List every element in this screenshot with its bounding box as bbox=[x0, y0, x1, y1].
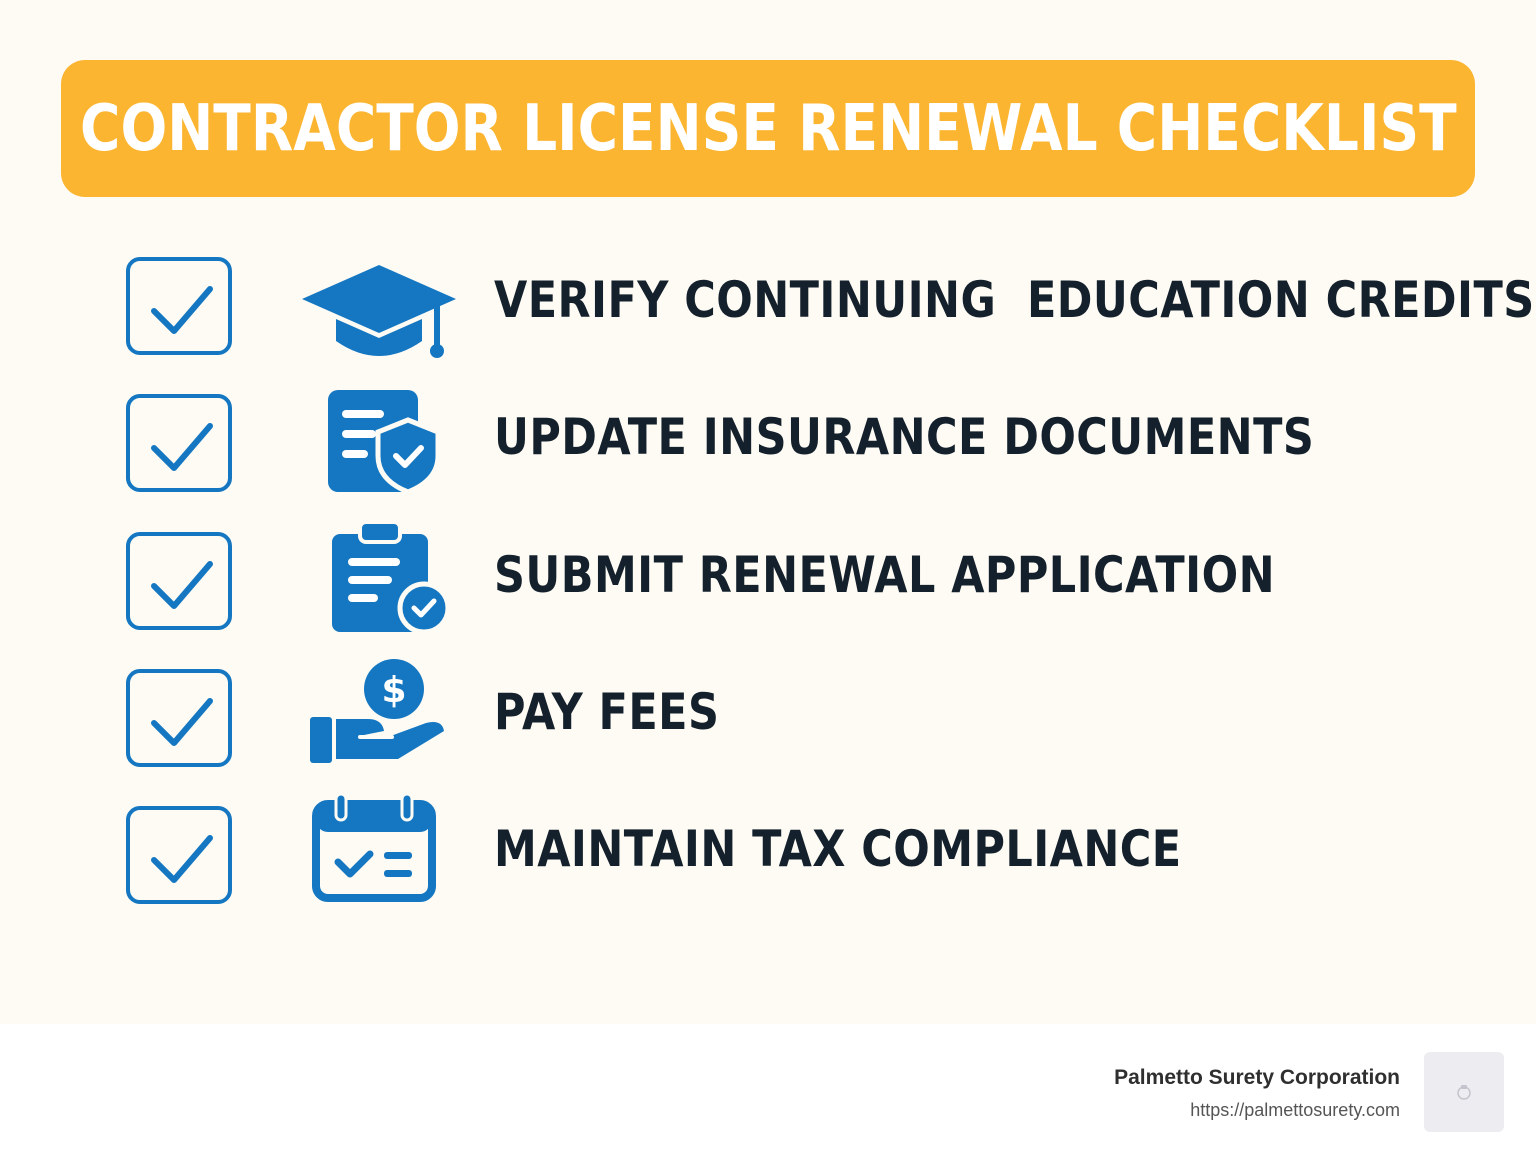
title-banner bbox=[61, 60, 1475, 197]
checkmark-icon bbox=[148, 281, 216, 337]
checkbox[interactable] bbox=[126, 532, 232, 630]
item-label: UPDATE INSURANCE DOCUMENTS bbox=[494, 408, 1315, 466]
checkbox[interactable] bbox=[126, 806, 232, 904]
clipboard-check-icon bbox=[330, 520, 448, 636]
company-logo bbox=[1424, 1052, 1504, 1132]
checklist-item bbox=[0, 532, 1536, 642]
checkmark-icon bbox=[148, 556, 216, 612]
item-label: VERIFY CONTINUING EDUCATION CREDITS bbox=[494, 271, 1535, 329]
checkmark-icon bbox=[148, 418, 216, 474]
item-label: PAY FEES bbox=[494, 683, 720, 741]
checklist-item bbox=[0, 257, 1536, 367]
checklist-item bbox=[0, 806, 1536, 916]
insurance-document-icon bbox=[326, 388, 442, 494]
checkmark-icon bbox=[148, 693, 216, 749]
checkmark-icon bbox=[148, 830, 216, 886]
checkbox[interactable] bbox=[126, 669, 232, 767]
hand-dollar-icon bbox=[308, 657, 448, 767]
company-logo-icon bbox=[1454, 1082, 1474, 1102]
graduation-cap-icon bbox=[298, 263, 460, 363]
page-title: CONTRACTOR LICENSE RENEWAL CHECKLIST bbox=[79, 91, 1457, 166]
item-label: MAINTAIN TAX COMPLIANCE bbox=[494, 820, 1182, 878]
checkbox[interactable] bbox=[126, 394, 232, 492]
checklist-item bbox=[0, 669, 1536, 779]
calendar-check-icon bbox=[312, 792, 436, 902]
checklist-item bbox=[0, 394, 1536, 504]
footer bbox=[0, 1024, 1536, 1154]
checkbox[interactable] bbox=[126, 257, 232, 355]
item-label: SUBMIT RENEWAL APPLICATION bbox=[494, 546, 1276, 604]
company-name: Palmetto Surety Corporation bbox=[1114, 1066, 1400, 1089]
svg-text:$: $ bbox=[381, 670, 407, 711]
company-url[interactable]: https://palmettosurety.com bbox=[1190, 1100, 1400, 1120]
